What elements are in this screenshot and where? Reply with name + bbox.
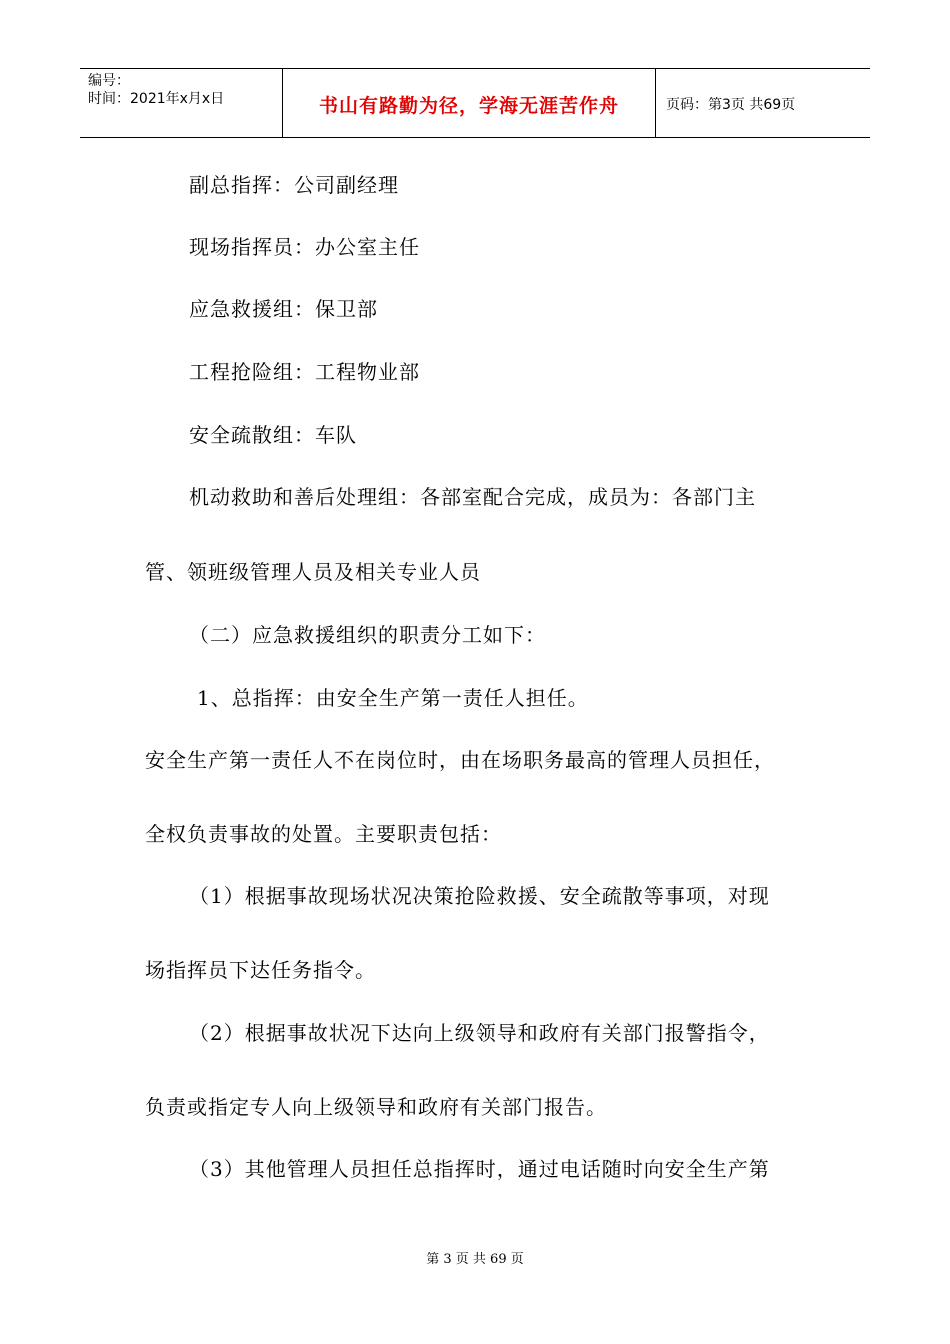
body-line: 安全生产第一责任人不在岗位时，由在场职务最高的管理人员担任， [145,748,775,772]
body-line: 现场指挥员：办公室主任 [189,235,420,259]
body-line: 工程抢险组：工程物业部 [189,360,420,384]
body-line: （1）根据事故现场状况决策抢险救援、安全疏散等事项，对现 [189,884,770,908]
body-line: 1、总指挥：由安全生产第一责任人担任。 [197,686,589,710]
body-line: 管、领班级管理人员及相关专业人员 [145,560,481,584]
body-line: （2）根据事故状况下达向上级领导和政府有关部门报警指令， [189,1021,770,1045]
header-motto: 书山有路勤为径，学海无涯苦作舟 [318,95,619,117]
body-line: （3）其他管理人员担任总指挥时，通过电话随时向安全生产第 [189,1157,770,1181]
document-number-label: 编号： [88,73,130,89]
body-line: 机动救助和善后处理组：各部室配合完成，成员为：各部门主 [189,485,756,509]
body-line: 全权负责事故的处置。主要职责包括： [145,822,502,846]
body-line: 应急救援组：保卫部 [189,297,378,321]
body-line: 安全疏散组：车队 [189,423,357,447]
body-line: 负责或指定专人向上级领导和政府有关部门报告。 [145,1095,607,1119]
document-date-label: 时间：2021年x月x日 [88,91,225,107]
header-page-info: 页码：第3页 共69页 [666,97,796,113]
body-line: （二）应急救援组织的职责分工如下： [189,623,546,647]
page-footer: 第 3 页 共 69 页 [426,1252,524,1267]
body-line: 副总指挥：公司副经理 [189,173,399,197]
body-line: 场指挥员下达任务指令。 [145,958,376,982]
